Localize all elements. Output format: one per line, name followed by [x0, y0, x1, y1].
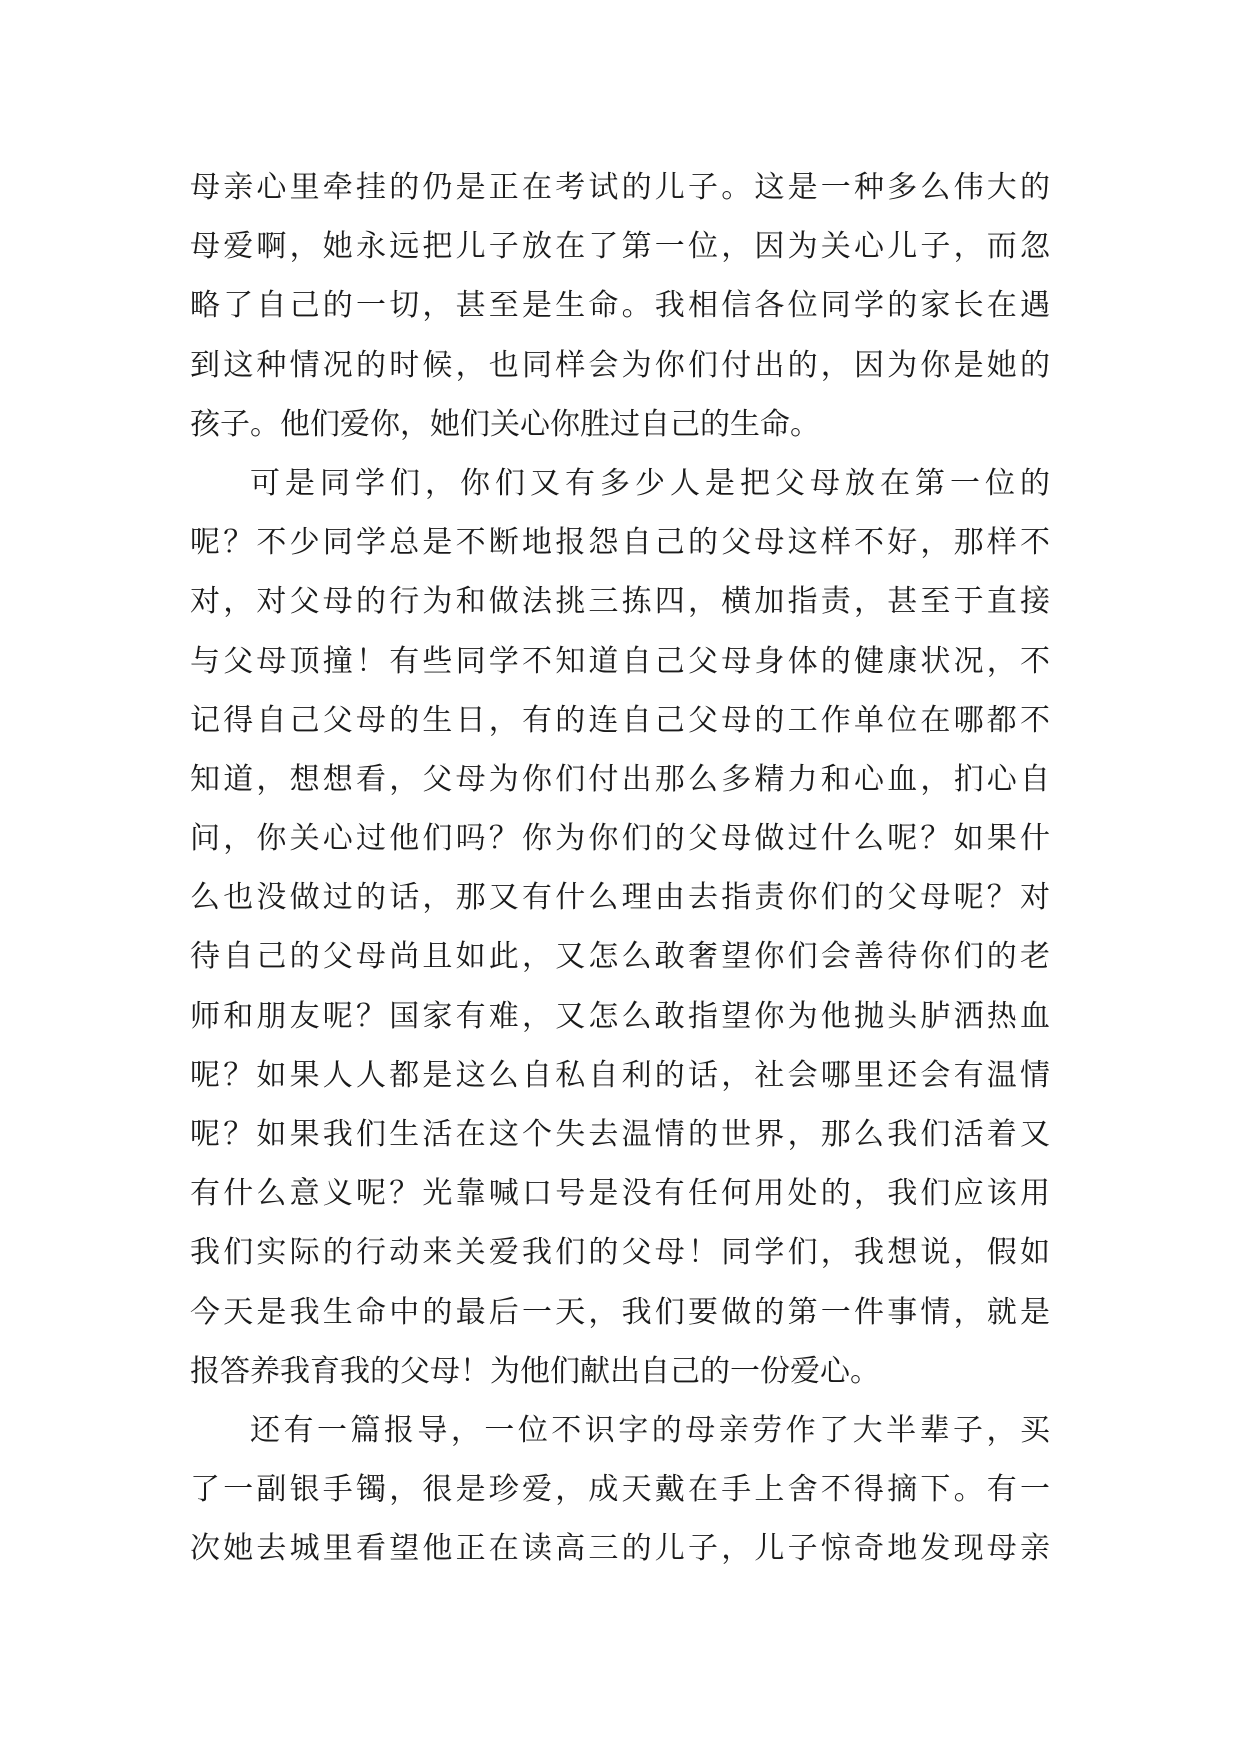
text-line: 呢？如果人人都是这么自私自利的话，社会哪里还会有温情 — [190, 1057, 1050, 1093]
text-line: 与父母顶撞！有些同学不知道自己父母身体的健康状况，不 — [190, 643, 1050, 679]
text-line: 略了自己的一切，甚至是生命。我相信各位同学的家长在遇 — [190, 288, 1050, 324]
text-line: 今天是我生命中的最后一天，我们要做的第一件事情，就是 — [190, 1294, 1050, 1330]
text-line: 次她去城里看望他正在读高三的儿子，儿子惊奇地发现母亲 — [190, 1531, 1050, 1567]
text-line: 问，你关心过他们吗？你为你们的父母做过什么呢？如果什 — [190, 821, 1050, 857]
text-line: 有什么意义呢？光靠喊口号是没有任何用处的，我们应该用 — [190, 1176, 1050, 1212]
document-body — [190, 158, 1050, 1579]
text-line: 我们实际的行动来关爱我们的父母！同学们，我想说，假如 — [190, 1235, 1050, 1271]
paragraph-3 — [190, 1401, 1050, 1579]
paragraph-2 — [190, 454, 1050, 1401]
text-line: 到这种情况的时候，也同样会为你们付出的，因为你是她的 — [190, 347, 1050, 383]
text-line: 知道，想想看，父母为你们付出那么多精力和心血，扪心自 — [190, 761, 1050, 797]
text-line: 待自己的父母尚且如此，又怎么敢奢望你们会善待你们的老 — [190, 939, 1050, 975]
text-line: 报答养我育我的父母！为他们献出自己的一份爱心。 — [190, 1353, 880, 1389]
text-line: 么也没做过的话，那又有什么理由去指责你们的父母呢？对 — [190, 880, 1050, 916]
text-line: 呢？不少同学总是不断地报怨自己的父母这样不好，那样不 — [190, 525, 1050, 561]
text-line: 了一副银手镯，很是珍爱，成天戴在手上舍不得摘下。有一 — [190, 1472, 1050, 1508]
text-line: 母爱啊，她永远把儿子放在了第一位，因为关心儿子，而忽 — [190, 229, 1050, 265]
text-line: 对，对父母的行为和做法挑三拣四，横加指责，甚至于直接 — [190, 584, 1050, 620]
text-line: 母亲心里牵挂的仍是正在考试的儿子。这是一种多么伟大的 — [190, 170, 1050, 205]
text-line: 孩子。他们爱你，她们关心你胜过自己的生命。 — [190, 406, 820, 442]
text-line: 可是同学们，你们又有多少人是把父母放在第一位的 — [250, 465, 1050, 501]
text-line: 呢？如果我们生活在这个失去温情的世界，那么我们活着又 — [190, 1117, 1050, 1152]
text-line: 还有一篇报导，一位不识字的母亲劳作了大半辈子，买 — [250, 1412, 1050, 1448]
paragraph-1 — [190, 158, 1050, 454]
text-line: 记得自己父母的生日，有的连自己父母的工作单位在哪都不 — [190, 702, 1050, 738]
text-line: 师和朋友呢？国家有难，又怎么敢指望你为他抛头胪洒热血 — [190, 998, 1050, 1034]
